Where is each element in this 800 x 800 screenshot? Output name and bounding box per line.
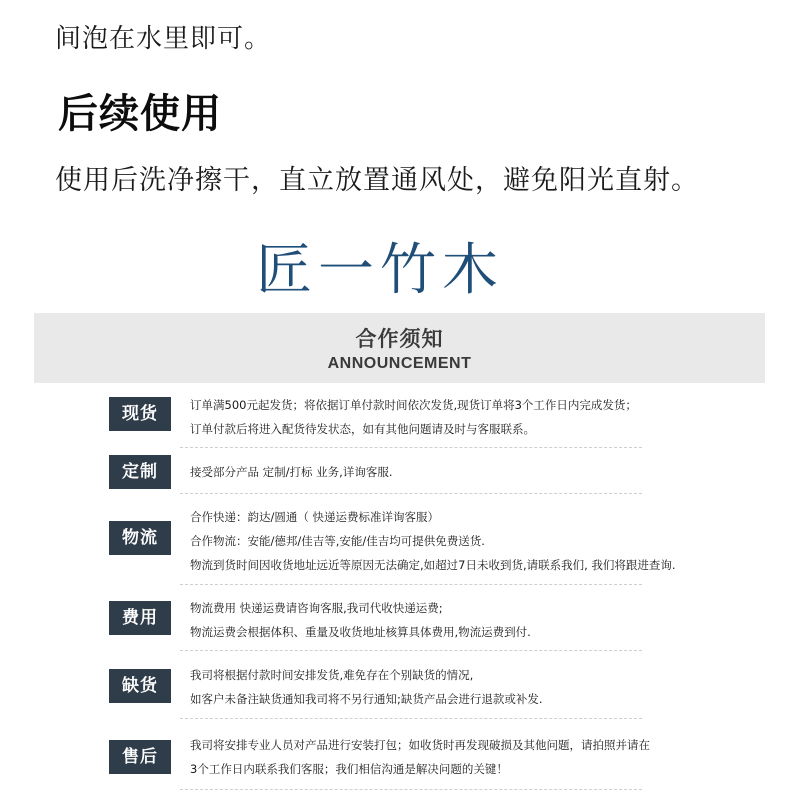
notice-line: 物流到货时间因收货地址远近等原因无法确定,如超过7日未收到货,请联系我们, 我们将跟进查询. (190, 558, 676, 572)
notice-line: 合作快递：韵达/圆通（ 快递运费标准详询客服） (190, 510, 440, 524)
notice-line: 如客户未备注缺货通知我司将不另行通知;缺货产品会进行退款或补发. (190, 692, 543, 706)
notice-label: 定制 (109, 455, 171, 489)
notice-label: 现货 (109, 397, 171, 431)
section-heading: 后续使用 (58, 91, 222, 137)
notice-line: 我司将根据付款时间安排发货,难免存在个别缺货的情况, (190, 668, 474, 682)
divider (180, 789, 642, 790)
notice-label: 缺货 (109, 669, 171, 703)
notice-line: 订单付款后将进入配货待发状态，如有其他问题请及时与客服联系。 (190, 422, 535, 436)
notice-label: 物流 (109, 521, 171, 555)
notice-label: 售后 (109, 740, 171, 774)
divider (180, 493, 642, 494)
notice-line: 物流运费会根据体积、重量及收货地址核算具体费用,物流运费到付. (190, 625, 531, 639)
divider (180, 650, 642, 651)
notice-line: 我司将安排专业人员对产品进行安装打包；如收货时再发现破损及其他问题，请拍照并请在 (190, 738, 650, 752)
notice-line: 接受部分产品 定制/打标 业务,详询客服. (190, 465, 393, 479)
usage-text: 使用后洗净擦干，直立放置通风处，避免阳光直射。 (55, 165, 699, 196)
divider (180, 447, 642, 448)
brand-title: 匠一竹木 (256, 238, 504, 303)
notice-line: 物流费用 快递运费请咨询客服,我司代收快递运费; (190, 601, 443, 615)
divider (180, 718, 642, 719)
notice-line: 订单满500元起发货；将依据订单付款时间依次发货,现货订单将3个工作日内完成发货； (190, 398, 637, 412)
notice-line: 3个工作日内联系我们客服；我们相信沟通是解决问题的关键！ (190, 762, 508, 776)
announcement-banner (34, 313, 765, 383)
divider (180, 584, 642, 585)
notice-line: 合作物流：安能/德邦/佳吉等,安能/佳吉均可提供免费送货. (190, 534, 485, 548)
top-text-line: 间泡在水里即可。 (55, 24, 272, 54)
announcement-title-cn: 合作须知 (355, 327, 444, 351)
announcement-title-en: ANNOUNCEMENT (327, 355, 472, 372)
notice-label: 费用 (109, 601, 171, 635)
